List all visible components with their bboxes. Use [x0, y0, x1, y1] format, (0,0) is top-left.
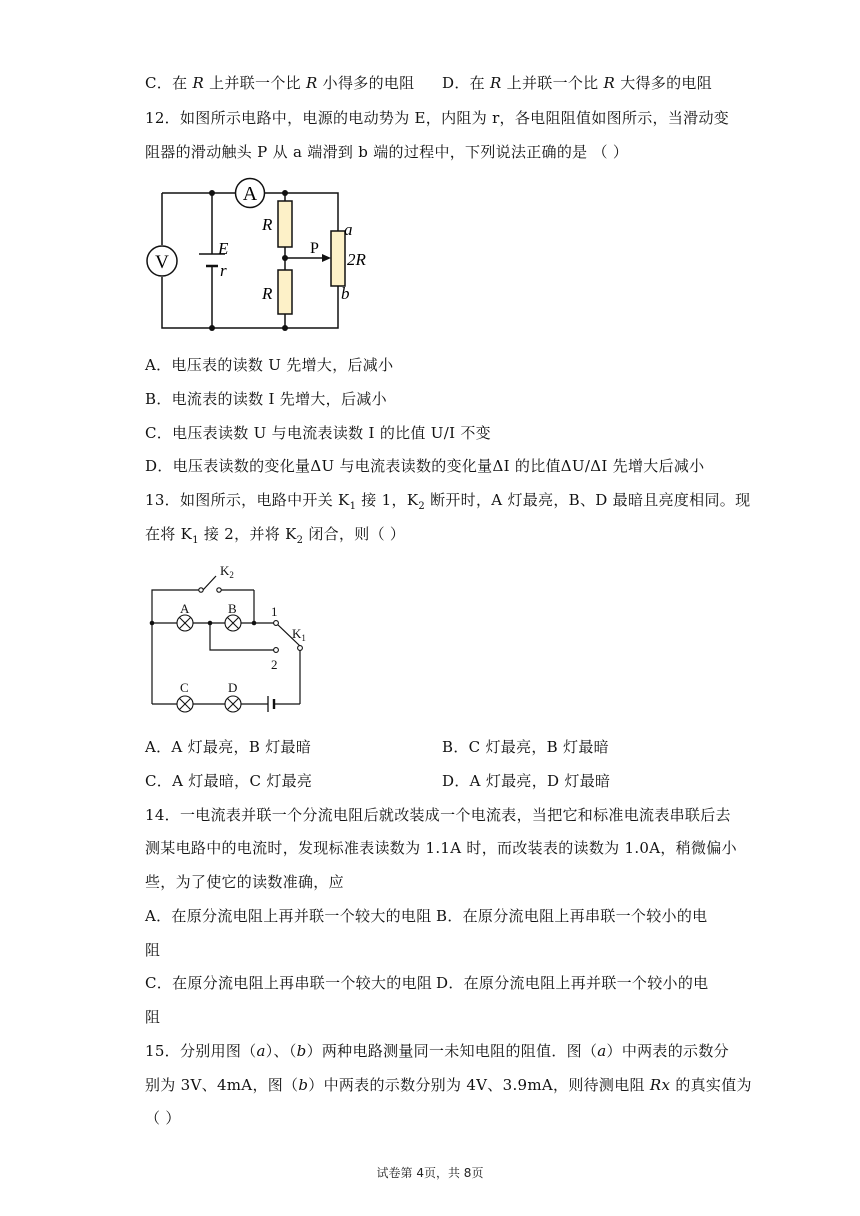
q14-stem-line1: 14．一电流表并联一个分流电阻后就改装成一个电流表，当把它和标准电流表串联后去 — [145, 806, 731, 824]
q11-option-d: D．在 R 上并联一个比 R 大得多的电阻 — [442, 74, 713, 92]
q11-option-c: C．在 R 上并联一个比 R 小得多的电阻 — [145, 74, 415, 92]
lamp-b-icon — [225, 615, 241, 631]
svg-text:B: B — [228, 601, 237, 616]
svg-text:a: a — [344, 220, 353, 239]
resistor-top — [278, 201, 292, 247]
q13-option-d: D．A 灯最亮，D 灯最暗 — [442, 772, 611, 790]
lamp-a-icon — [177, 615, 193, 631]
voltmeter-symbol — [147, 246, 177, 276]
q14-option-d-cont: 阻 — [145, 1008, 161, 1026]
svg-text:V: V — [155, 252, 169, 273]
lamp-c-icon — [177, 696, 193, 712]
q12-option-c: C．电压表读数 U 与电流表读数 I 的比值 U/I 不变 — [145, 424, 491, 442]
q12-stem-line2: 阻器的滑动触头 P 从 a 端滑到 b 端的过程中，下列说法正确的是 （ ） — [145, 143, 629, 161]
svg-text:1: 1 — [271, 604, 278, 619]
q13-option-b: B．C 灯最亮，B 灯最暗 — [442, 738, 609, 756]
q15-stem-line1: 15．分别用图（a）、（b）两种电路测量同一未知电阻的阻值．图（a）中两表的示数分 — [145, 1042, 729, 1060]
lamp-d-icon — [225, 696, 241, 712]
svg-text:K2: $K_2$ — [220, 563, 234, 580]
q12-circuit-diagram — [140, 172, 380, 342]
q14-stem-line2: 测某电路中的电流时，发现标准表读数为 1.1A 时，而改装表的读数为 1.0A，稍微偏小 — [145, 839, 737, 857]
q12-stem-line1: 12．如图所示电路中，电源的电动势为 E，内阻为 r，各电阻阻值如图所示，当滑动变 — [145, 109, 730, 127]
q14-option-c: C．在原分流电阻上再串联一个较大的电阻 — [145, 974, 433, 992]
svg-text:R: R — [262, 215, 273, 234]
q13-option-a: A．A 灯最亮，B 灯最暗 — [145, 738, 312, 756]
q12-option-b: B．电流表的读数 I 先增大，后减小 — [145, 390, 387, 408]
resistor-bottom — [278, 270, 292, 314]
svg-text:A: A — [242, 183, 258, 205]
q14-option-a: A．在原分流电阻上再并联一个较大的电阻 — [145, 907, 432, 925]
svg-text:r: r — [220, 261, 227, 280]
svg-text:E: E — [218, 239, 229, 258]
svg-text:b: b — [341, 284, 350, 303]
svg-text:D: D — [228, 680, 238, 695]
q15-stem-line2: 别为 3V、4mA，图（b）中两表的示数分别为 4V、3.9mA，则待测电阻 Rx 的真实值为 — [145, 1076, 752, 1094]
slider-arrow — [322, 254, 331, 262]
q12-option-d: D．电压表读数的变化量ΔU 与电流表读数的变化量ΔI 的比值ΔU/ΔI 先增大后减小 — [145, 457, 705, 475]
q14-option-d: D．在原分流电阻上再并联一个较小的电 — [436, 974, 709, 992]
svg-text:A: A — [180, 601, 190, 616]
svg-text:2R: 2R — [347, 250, 366, 269]
q14-option-b-cont: 阻 — [145, 941, 161, 959]
svg-text:K1: $K_1$ — [292, 626, 306, 643]
rheostat — [331, 231, 345, 286]
svg-text:P: P — [310, 240, 319, 257]
q14-option-b: B．在原分流电阻上再串联一个较小的电 — [436, 907, 708, 925]
q13-stem-line1: 13．如图所示，电路中开关 $K_1$ 接 1，$K_2$ 断开时，A 灯最亮，B、D 最暗且亮度相同。现 — [145, 491, 751, 512]
switch-terminals — [199, 588, 303, 653]
svg-text:2: 2 — [271, 657, 278, 672]
q12-option-a: A．电压表的读数 U 先增大，后减小 — [145, 356, 394, 374]
svg-text:C: C — [180, 680, 189, 695]
q13-stem-line2: 在将 $K_1$ 接 2，并将 $K_2$ 闭合，则（ ） — [145, 525, 406, 546]
page-footer: 试卷第 4页，共 8页 — [376, 1166, 484, 1180]
ammeter-symbol — [236, 179, 265, 208]
q14-stem-line3: 些，为了使它的读数准确，应 — [145, 873, 344, 891]
q13-circuit-diagram — [140, 558, 320, 718]
q15-answer-blank: （ ） — [145, 1109, 181, 1127]
svg-text:R: R — [262, 284, 273, 303]
q13-option-c: C．A 灯最暗，C 灯最亮 — [145, 772, 313, 790]
